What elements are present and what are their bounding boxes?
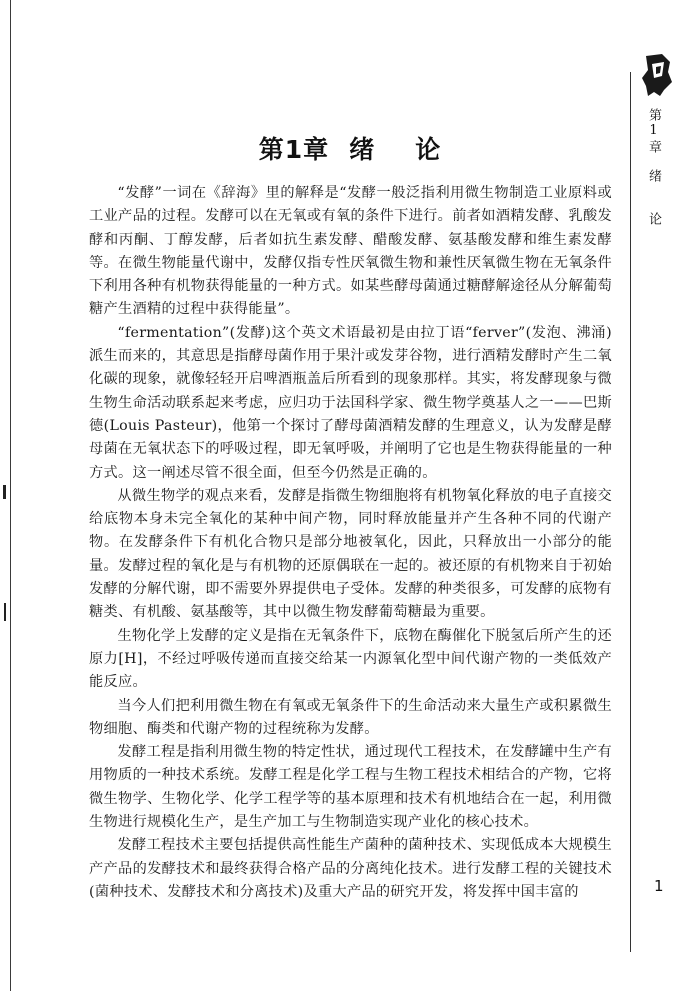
side-tab-title-part1: 绪	[646, 169, 661, 184]
scan-mark	[3, 485, 6, 499]
body-text	[89, 182, 612, 904]
paragraph: 发酵工程是指利用微生物的特定性状，通过现代工程技术，在发酵罐中生产有用物质的一种技术系统。发酵工程是化学工程与生物工程技术相结合的产物，它将微生物学、生物化学、化学工程学等的基本原理和技术有机地结合在一起，利用微生物进行规模化生产，是生产加工与生物制造实现产业化的核心技术。	[89, 744, 612, 831]
paragraph: 当今人们把利用微生物在有氧或无氧条件下的生命活动来大量生产或积累微生物细胞、酶类和代谢产物的过程统称为发酵。	[89, 697, 612, 737]
paragraph: 生物化学上发酵的定义是指在无氧条件下，底物在酶催化下脱氢后所产生的还原力[H]，不经过呼吸传递而直接交给某一内源氧化型中间代谢产物的一类低效产能反应。	[89, 627, 612, 691]
chapter-number: 第1章	[258, 135, 330, 164]
chapter-word-1: 绪	[349, 135, 376, 164]
side-tab-title-part2: 论	[646, 212, 661, 227]
chapter-title	[0, 130, 700, 166]
paragraph: 从微生物学的观点来看，发酵是指微生物细胞将有机物氧化释放的电子直接交给底物本身未完全氧化的某种中间产物，同时释放能量并产生各种不同的代谢产物。在发酵条件下有机化合物只是部分地被氧化，因此，只释放出一小部分的能量。发酵过程的氧化是与有机物的还原偶联在一起的。被还原的有机物来自于初始发酵的分解代谢，即不需要外界提供电子受体。发酵的种类很多，可发酵的底物有糖类、有机酸、氨基酸等，其中以微生物发酵葡萄糖最为重要。	[89, 487, 612, 621]
side-chapter-tab	[644, 108, 662, 227]
right-margin-rule	[630, 72, 631, 952]
chapter-word-2: 论	[415, 135, 442, 164]
paragraph: “发酵”一词在《辞海》里的解释是“发酵一般泛指利用微生物制造工业原料或工业产品的过程。发酵可以在无氧或有氧的条件下进行。前者如酒精发酵、乳酸发酵和丙酮、丁醇发酵，后者如抗生素发酵、醋酸发酵、氨基酸发酵和维生素发酵等。在微生物能量代谢中，发酵仅指专性厌氧微生物和兼性厌氧微生物在无氧条件下利用各种有机物获得能量的一种方式。如某些酵母菌通过糖酵解途径从分解葡萄糖产生酒精的过程中获得能量”。	[89, 185, 612, 318]
book-thumb-icon	[640, 52, 674, 102]
paragraph: “fermentation”(发酵)这个英文术语最初是由拉丁语“ferver”(发泡、沸涌)派生而来的，其意思是指酵母菌作用于果汁或发芽谷物，进行酒精发酵时产生二氧化碳的现象，就像轻轻开启啤酒瓶盖后所看到的现象那样。其实，将发酵现象与微生物生命活动联系起来考虑，应归功于法国科学家、微生物学奠基人之一——巴斯德(Louis Pasteur)，他第一个探讨了酵母菌酒精发酵的生理意义，认为发酵是酵母菌在无氧状态下的呼吸过程，即无氧呼吸，并阐明了它也是生物获得能量的一种方式。这一阐述尽管不很全面，但至今仍然是正确的。	[89, 324, 612, 481]
scan-mark	[4, 603, 6, 621]
page-number: 1	[654, 877, 664, 895]
paragraph: 发酵工程技术主要包括提供高性能生产菌种的菌种技术、实现低成本大规模生产产品的发酵技术和最终获得合格产品的分离纯化技术。进行发酵工程的关键技术(菌种技术、发酵技术和分离技术)及重大产品的研究开发，将发挥中国丰富的	[89, 837, 612, 900]
side-tab-chapter-label: 第1章	[646, 108, 661, 155]
